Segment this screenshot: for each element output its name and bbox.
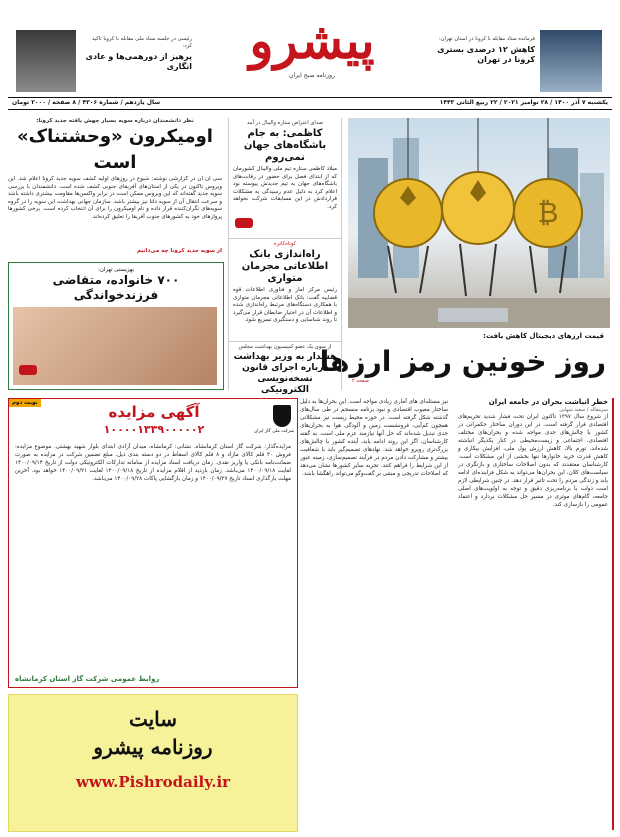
auction-badge: نوبت دوم	[9, 399, 41, 407]
auction-body: مزایده‌گذار: شرکت گاز استان کرمانشاه. نشانی: کرمانشاه، میدان آزادی ابتدای بلوار شهید بهشتی. موضوع مزایده: فروش ۳۰ قلم کالای مازاد و ۸ قلم کالای اسقاط در دو دسته بندی ذیل. مبلغ تضمین شرکت در مزایده به صورت ضمانت‌نامه بانکی یا واریز نقدی. زمان دریافت اسناد مزایده از سامانه تدارکات الکترونیکی دولت از تاریخ ۱۴۰۰/۰۹/۱۴ لغایت ۱۴۰۰/۰۹/۱۸ می‌باشد. زمان بازدید از اقلام مزایده از تاریخ ۱۴۰۰/۰۹/۱۸ لغایت ۱۴۰۰/۰۹/۲۱ خواهد بود. آخرین مهلت بارگذاری اسناد تاریخ ۱۴۰۰/۰۹/۲۷ و زمان بازگشایی پاکات ۱۴۰۰/۰۹/۲۸ می‌باشد.	[15, 444, 291, 482]
left-teaser	[82, 36, 192, 72]
omicron-body: سی ان ان در گزارشی نوشته: شیوع در روزهای اولیه کشف سویه جدید کرونا اعلام شد. این ویروس تاکنون در یکی از استان‌های آفریقای جنوبی کشف شده است. دانشمندان با بررسی سویه جدید گفته‌اند که این ویروس ممکن است در برابر واکسن‌ها مقاومت بیشتری داشته باشد و سرعت انتقال آن از سویه دلتا نیز بیشتر باشد. سازمان جهانی بهداشت این سویه را در گروه سویه‌های نگران‌کننده قرار داده و نام اومیکرون را برای آن انتخاب کرده است. برخی کشورها پروازهای خود به کشورهای جنوب آفریقا را تعلیق کرده‌اند.	[8, 176, 222, 220]
left-teaser-photo	[16, 30, 76, 92]
svg-text:₿: ₿	[537, 196, 559, 229]
right-teaser-photo	[540, 30, 602, 92]
middle-article-body: نیز مسئله‌ای های آماری زیادی مواجه است. این بحران‌ها به دلیل ساختار معیوب اقتصادی و نبود برنامه منسجم در طی سال‌های گذشته شکل گرفته است. در حوزه محیط زیست نیز مشکلاتی همچون کم‌آبی، فرونشست زمین و آلودگی هوا به بحران‌های جدی تبدیل شده‌اند که حل آنها نیازمند عزم ملی است. به گفته کارشناسان، اگر این روند ادامه یابد، آینده کشور با چالش‌های بزرگ‌تری روبرو خواهد شد. نهادهای تصمیم‌گیر باید با شفافیت بیشتر و مشارکت دادن مردم در فرآیند تصمیم‌سازی، زمینه عبور از این شرایط را فراهم کنند. تجربه سایر کشورها نشان می‌دهد که اصلاحات تدریجی و مبتنی بر گفت‌وگو می‌تواند راهگشا باشد.	[300, 399, 448, 477]
gas-company-logo-icon	[273, 405, 291, 427]
news-body: میلاد کاظمی ستاره تیم ملی والیبال کشورمان که از ابتدای فصل برای حضور در رقابت‌های باشگاه‌های جهان به تیم جدیدش پیوسته بود اعلام کرد به دلیل عدم رسیدگی به مشکلات قراردادش در این مسابقات شرکت نخواهد کرد.	[233, 166, 337, 210]
omicron-title: اومیکرون «وحشتناک» است	[17, 126, 213, 173]
main-story-illustration	[348, 118, 610, 328]
middle-column	[228, 118, 342, 395]
auction-title: آگهی مزایده	[108, 403, 200, 421]
main-story	[319, 118, 610, 390]
crisis-byline: سرمقاله / سعید شهابی	[559, 407, 608, 413]
main-story-kicker: قیمت ارزهای دیجیتال کاهش یافت:	[483, 332, 604, 340]
main-story-title: روز خونین رمز ارزها	[319, 345, 606, 378]
logo-subtitle: روزنامه صبح ایران	[289, 72, 335, 79]
date-line: یکشنبه ۷ آذر ۱۴۰۰ / ۲۸ نوامبر ۲۰۲۱ / ۲۲ ربیع الثانی ۱۴۴۳	[439, 99, 608, 106]
right-teaser-kicker: فرمانده ستاد مقابله با کرونا در استان تهران:	[439, 36, 535, 42]
right-teaser	[430, 36, 535, 65]
news-body: رئیس مرکز آمار و فناوری اطلاعات قوه قضاییه گفت: بانک اطلاعاتی مجرمان متواری با همکاری دستگاه‌های مرتبط راه‌اندازی شده و اطلاعات آن در اختیار ضابطان قرار می‌گیرد تا روند شناسایی و دستگیری تسریع شود.	[233, 287, 337, 323]
masthead	[0, 0, 620, 108]
crisis-article	[454, 398, 614, 830]
section-logo-icon	[235, 218, 253, 228]
logo	[232, 10, 392, 90]
adoption-story	[8, 262, 224, 390]
right-teaser-title: کاهش ۱۲ درصدی بستری کرونا در تهران	[437, 45, 535, 64]
omicron-more: از سویه جدید کرونا چه می‌دانیم	[136, 248, 222, 254]
adoption-title: ۷۰۰ خانواده، متقاضی فرزندخواندگی	[52, 273, 180, 302]
promo-url[interactable]: www.Pishrodaily.ir	[75, 773, 231, 791]
omicron-kicker: نظر دانشمندان درباره سویه بسیار جهش یافته جدید کرونا:	[36, 118, 194, 124]
adoption-photo	[13, 307, 217, 385]
date-bar	[8, 97, 612, 110]
news-title: هشدار به وزیر بهداشت درباره اجرای قانون نسخه‌نویسی الکترونیکی	[233, 352, 337, 395]
crisis-body: از شروع سال ۱۳۹۷ تاکنون ایران تحت فشار شدید تحریم‌های اقتصادی قرار گرفته است. در این دوران ساختار حکمرانی در کشور با چالش‌های جدی مواجه شده و بحران‌های مختلف اقتصادی، اجتماعی و زیست‌محیطی در کنار یکدیگر انباشته شده‌اند. تورم بالا، کاهش ارزش پول ملی، افزایش بیکاری و کاهش قدرت خرید خانوارها تنها بخشی از این مشکلات است. کارشناسان معتقدند که بدون اصلاحات ساختاری و بازنگری در سیاست‌های کلان، این بحران‌ها می‌تواند به شکل فزاینده‌ای ادامه یابد و زندگی مردم را تحت تاثیر قرار دهد. در چنین شرایطی لازم است دولت با برنامه‌ریزی دقیق و توجه به اولویت‌های اصلی جامعه، گام‌های موثری در مسیر حل مشکلات بردارد و اعتماد عمومی را بازسازی کند.	[458, 414, 608, 508]
section-logo-icon	[19, 365, 37, 375]
crypto-coins-graphic	[348, 118, 610, 328]
issue-line: سال یازدهم / شماره ۴۳۰۶ / ۸ صفحه / ۲۰۰۰ تومان	[12, 99, 161, 106]
omicron-story	[8, 118, 222, 256]
news-title: کاظمی: به جام باشگاه‌های جهان نمی‌روم	[243, 128, 327, 163]
news-item-volleyball	[229, 118, 341, 220]
news-title: راه‌اندازی بانک اطلاعاتی مجرمان متواری	[241, 249, 329, 284]
auction-number: ۱۰۰۰۰۱۳۳۹۰۰۰۰۰۲	[103, 423, 205, 436]
auction-org: شرکت ملی گاز ایران	[254, 429, 294, 434]
news-kicker: کوتاه‌کاتره	[274, 241, 296, 247]
news-item-health	[229, 341, 341, 400]
left-teaser-title: پرهیز از دورهمی‌ها و عادی انگاری	[85, 52, 192, 71]
news-kicker: از سوی یک عضو کمیسیون بهداشت مجلس	[238, 344, 332, 350]
news-item-database	[229, 238, 341, 341]
auction-ad	[8, 398, 298, 688]
promo-line2: روزنامه پیشرو	[93, 735, 213, 759]
logo-wordmark: پیشرو	[249, 11, 375, 70]
site-promo	[8, 694, 298, 832]
promo-line1: سایت	[128, 707, 178, 731]
adoption-kicker: بهزیستی تهران:	[97, 267, 135, 273]
auction-footer: روابط عمومی شرکت گاز استان کرمانشاه	[15, 675, 160, 683]
main-story-page-ref: صفحه ۲	[352, 378, 369, 384]
left-teaser-kicker: رئیسی در جلسه ستاد ملی مقابله با کرونا تاکید کرد:	[91, 36, 192, 49]
news-kicker: صدای اعتراض ستاره والیبال در آمد	[246, 120, 324, 126]
crisis-kicker: خطر انباشت بحران در جامعه ایران	[488, 398, 608, 406]
